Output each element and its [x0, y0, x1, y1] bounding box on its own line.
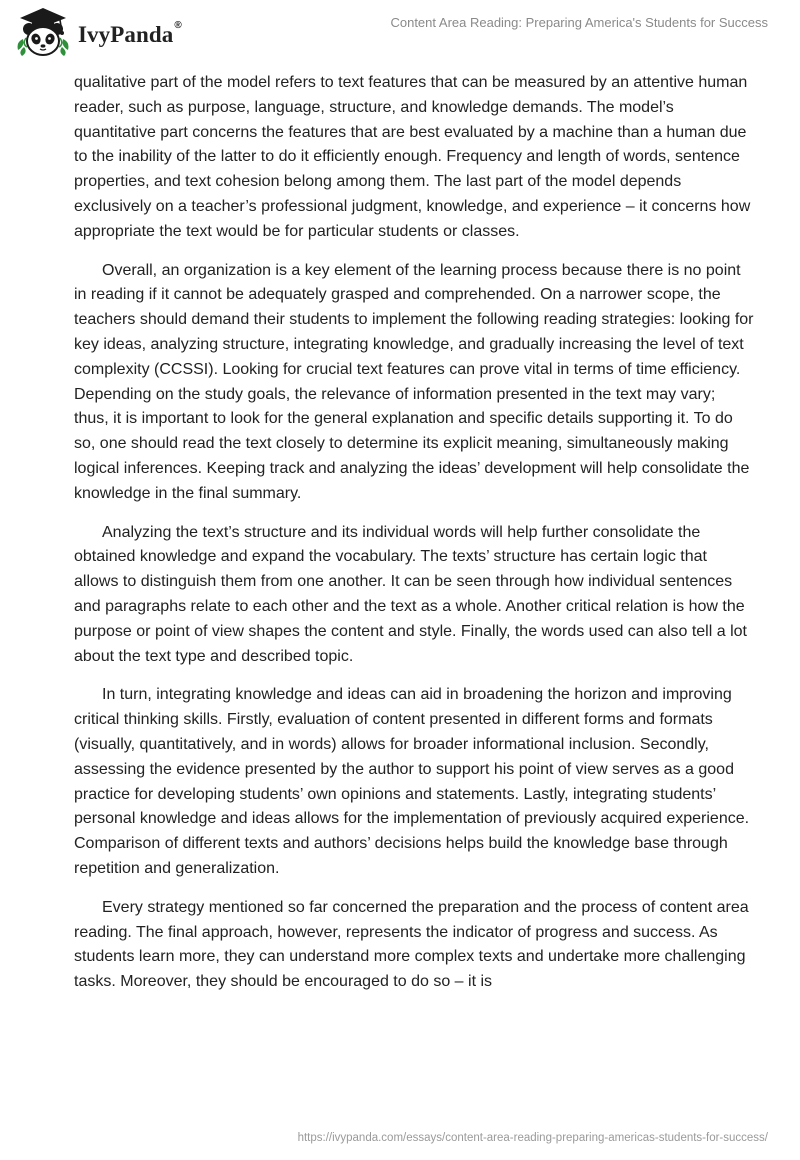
essay-body — [74, 71, 754, 1009]
panda-graduation-cap-icon — [14, 6, 72, 62]
ivypanda-logo[interactable] — [14, 6, 182, 62]
paragraph-2: Overall, an organization is a key element of the learning process because there is no point in reading if it cannot be adequately grasped and comprehended. On a narrower scope, the teachers should demand their students to implement the following reading strategies: looking for key ideas, analyzing structure, integrating knowledge, and gradually increasing the level of text complexity (CCSSI). Looking for crucial text features can prove vital in terms of time efficiency. Depending on the study goals, the relevance of information presented in the text may vary; thus, it is important to look for the general explanation and specific details supporting it. To do so, one should read the text closely to determine its explicit meaning, simultaneously making logical inferences. Keeping track and analyzing the ideas’ development will help consolidate the knowledge in the final summary. — [74, 261, 754, 502]
source-url[interactable]: https://ivypanda.com/essays/content-area-reading-preparing-americas-students-for-success/ — [297, 1132, 768, 1144]
paragraph-4: In turn, integrating knowledge and ideas can aid in broadening the horizon and improving critical thinking skills. Firstly, evaluation of content presented in different forms and formats (visually, quantitatively, and in words) allows for broader informational inclusion. Secondly, assessing the evidence presented by the author to support his point of view serves as a good practice for developing students’ own opinions and statements. Lastly, integrating students’ personal knowledge and ideas allows for the implementation of previously acquired experience. Comparison of different texts and authors’ decisions helps build the knowledge base through repetition and generalization. — [74, 686, 750, 877]
page-header — [0, 0, 800, 64]
paragraph-5: Every strategy mentioned so far concerned the preparation and the process of content area reading. The final approach, however, represents the indicator of progress and success. As students learn more, they can understand more complex texts and undertake more challenging tasks. Moreover, they should be encouraged to do so – it is — [74, 898, 749, 991]
registered-mark: ® — [174, 20, 182, 31]
paragraph-3: Analyzing the text’s structure and its individual words will help further consolidate the obtained knowledge and expand the vocabulary. The texts’ structure has certain logic that allows to distinguish them from one another. It can be seen through how individual sentences and paragraphs relate to each other and the text as a whole. Another critical relation is how the purpose or point of view shapes the content and style. Finally, the words used can also tell a lot about the text type and described topic. — [74, 523, 747, 665]
document-title: Content Area Reading: Preparing America's Students for Success — [390, 15, 768, 30]
paragraph-1: qualitative part of the model refers to text features that can be measured by an attentive human reader, such as purpose, language, structure, and knowledge demands. The model’s quantitative part concerns the features that are best evaluated by a machine than a human due to the inability of the latter to do it efficiently enough. Frequency and length of words, sentence properties, and text cohesion belong among them. The last part of the model depends exclusively on a teacher’s professional judgment, knowledge, and experience – it concerns how appropriate the text would be for particular students or classes. — [74, 74, 751, 240]
brand-name: IvyPanda® — [78, 20, 182, 47]
